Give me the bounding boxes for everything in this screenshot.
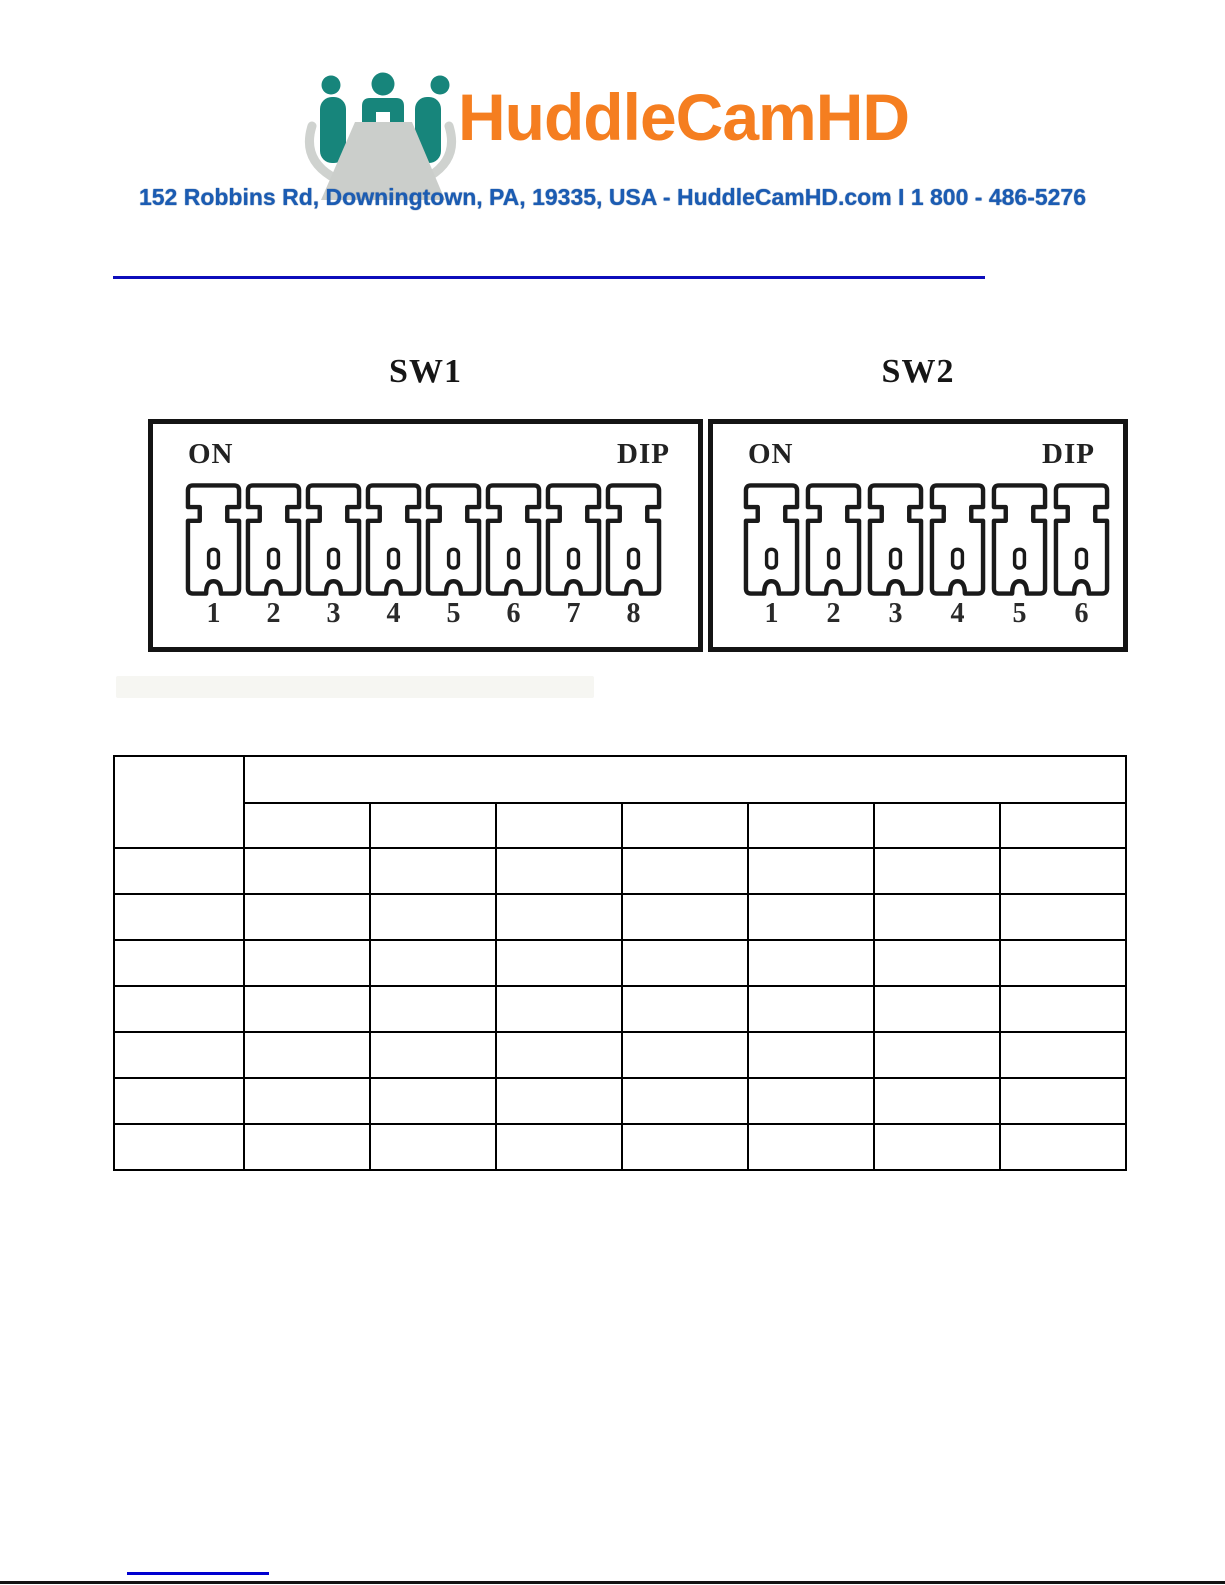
table-cell [114,894,244,940]
dip-settings-table-grid [113,755,1127,1171]
table-cell [370,940,496,986]
table-cell [622,848,748,894]
dip-label: DIP [1042,438,1095,470]
table-group-header-cell [244,756,1126,803]
people-around-conference-table-icon [298,60,463,200]
sw1-switch-row [185,482,662,628]
table-cell [748,1078,874,1124]
table-cell [370,894,496,940]
table-cell [874,1032,1000,1078]
switch-number-label: 5 [1012,598,1027,629]
table-corner-header-cell [114,756,244,848]
dip-switch-5 [991,482,1048,628]
table-sub-header-cell [370,803,496,848]
table-cell [496,986,622,1032]
switch-number-label: 6 [506,598,521,629]
switch-number-label: 1 [764,598,779,629]
dip-switch-5 [425,482,482,628]
table-cell [1000,1032,1126,1078]
table-cell [1000,986,1126,1032]
table-cell [496,1032,622,1078]
table-cell [244,894,370,940]
switch-number-label: 7 [566,598,581,629]
dip-label: DIP [617,438,670,470]
dip-switch-glyph [425,482,482,597]
table-cell [114,940,244,986]
dip-switch-2 [245,482,302,628]
table-cell [370,1032,496,1078]
table-cell [370,986,496,1032]
table-row [114,940,1126,986]
dip-switch-7 [545,482,602,628]
table-cell [748,1032,874,1078]
dip-switch-4 [929,482,986,628]
table-cell [1000,848,1126,894]
table-cell [748,894,874,940]
table-sub-header-cell [622,803,748,848]
table-cell [244,1032,370,1078]
table-cell [114,1124,244,1170]
table-cell [244,940,370,986]
table-cell [244,848,370,894]
dip-switch-6 [485,482,542,628]
on-label: ON [188,438,234,470]
address-line: 152 Robbins Rd, Downingtown, PA, 19335, USA - HuddleCamHD.com I 1 800 - 486-5276 [138,184,1087,210]
dip-switch-glyph [485,482,542,597]
dip-switch-glyph [867,482,924,597]
dip-settings-table [113,755,1127,1171]
dip-switch-glyph [929,482,986,597]
dip-switch-glyph [365,482,422,597]
dip-switch-8 [605,482,662,628]
table-cell [114,848,244,894]
on-label: ON [748,438,794,470]
table-cell [622,940,748,986]
dip-switch-3 [867,482,924,628]
dip-switch-glyph [545,482,602,597]
table-cell [874,940,1000,986]
table-cell [244,986,370,1032]
sw1-title: SW1 [389,353,462,390]
table-cell [496,1078,622,1124]
faded-text-remnant [116,676,594,698]
dip-switch-glyph [305,482,362,597]
table-cell [114,1032,244,1078]
table-cell [496,1124,622,1170]
switch-number-label: 3 [326,598,341,629]
dip-switch-4 [365,482,422,628]
sw2-title: SW2 [881,353,955,390]
table-cell [874,894,1000,940]
table-sub-header-cell [496,803,622,848]
table-row [114,1032,1126,1078]
dip-switch-2 [805,482,862,628]
table-cell [874,1124,1000,1170]
dip-switch-3 [305,482,362,628]
table-cell [748,986,874,1032]
table-cell [874,1078,1000,1124]
table-cell [370,1124,496,1170]
dip-switch-glyph [743,482,800,597]
sw2-dip-switch-panel [708,419,1128,652]
table-cell [244,1078,370,1124]
table-row [114,1078,1126,1124]
table-row [114,894,1126,940]
dip-switch-glyph [805,482,862,597]
table-cell [496,848,622,894]
table-cell [1000,1124,1126,1170]
table-cell [1000,940,1126,986]
switch-number-label: 1 [206,598,221,629]
switch-number-label: 8 [626,598,641,629]
table-cell [622,1078,748,1124]
table-cell [748,848,874,894]
table-sub-header-cell [874,803,1000,848]
table-cell [370,1078,496,1124]
brand-wordmark: HuddleCamHD [458,80,910,154]
table-cell [370,848,496,894]
table-cell [244,1124,370,1170]
switch-number-label: 3 [888,598,903,629]
dip-switch-1 [185,482,242,628]
dip-switch-glyph [1053,482,1110,597]
table-sub-header-cell [1000,803,1126,848]
table-row [114,848,1126,894]
dip-switch-6 [1053,482,1110,628]
table-cell [496,940,622,986]
switch-number-label: 6 [1074,598,1089,629]
table-cell [874,986,1000,1032]
table-cell [622,986,748,1032]
dip-switch-1 [743,482,800,628]
table-cell [114,1078,244,1124]
table-sub-header-cell [244,803,370,848]
table-cell [748,1124,874,1170]
switch-number-label: 2 [266,598,281,629]
table-cell [622,1032,748,1078]
sw1-dip-switch-panel [148,419,703,652]
table-cell [748,940,874,986]
switch-number-label: 4 [950,598,965,629]
table-cell [496,894,622,940]
dip-switch-glyph [991,482,1048,597]
table-cell [1000,1078,1126,1124]
page-bottom-border [0,1581,1225,1584]
dip-switch-glyph [605,482,662,597]
dip-switch-glyph [245,482,302,597]
switch-number-label: 4 [386,598,401,629]
table-cell [622,894,748,940]
table-row [114,986,1126,1032]
header-divider-rule [113,276,985,279]
switch-number-label: 5 [446,598,461,629]
switch-number-label: 2 [826,598,841,629]
table-sub-header-cell [748,803,874,848]
table-cell [622,1124,748,1170]
table-cell [1000,894,1126,940]
dip-switch-glyph [185,482,242,597]
footnote-rule [127,1572,269,1575]
table-cell [874,848,1000,894]
sw2-switch-row [743,482,1110,628]
table-cell [114,986,244,1032]
table-row [114,1124,1126,1170]
